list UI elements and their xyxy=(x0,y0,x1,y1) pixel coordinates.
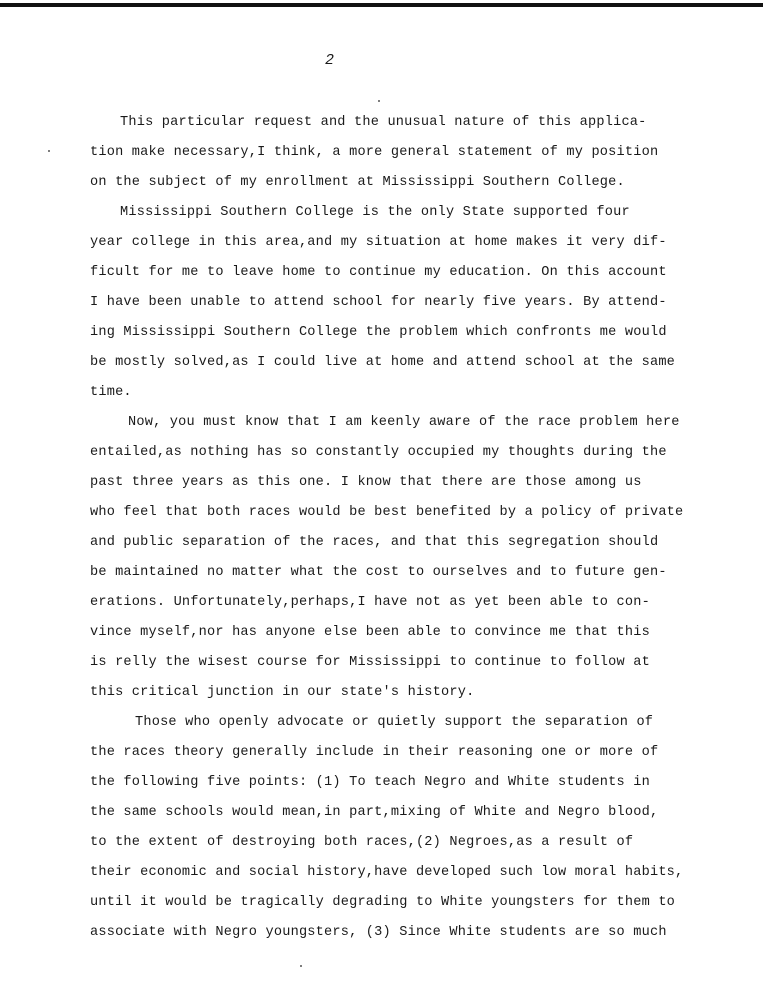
text-line: ficult for me to leave home to continue my education. On this account xyxy=(90,265,667,280)
text-line: who feel that both races would be best benefited by a policy of private xyxy=(90,505,684,520)
text-line: vince myself,nor has anyone else been able to convince me that this xyxy=(90,625,650,640)
text-line: Now, you must know that I am keenly aware of the race problem here xyxy=(128,415,680,430)
text-line: tion make necessary,I think, a more general statement of my position xyxy=(90,145,659,160)
text-line: I have been unable to attend school for nearly five years. By attend- xyxy=(90,295,667,310)
top-border-rule xyxy=(0,3,763,7)
text-line: associate with Negro youngsters, (3) Since White students are so much xyxy=(90,925,667,940)
text-line: to the extent of destroying both races,(2) Negroes,as a result of xyxy=(90,835,634,850)
text-line: until it would be tragically degrading to White youngsters for them to xyxy=(90,895,676,910)
text-line: is relly the wisest course for Mississippi to continue to follow at xyxy=(90,655,650,670)
text-line: time. xyxy=(90,385,132,400)
text-line: their economic and social history,have developed such low moral habits, xyxy=(90,865,684,880)
text-line: the following five points: (1) To teach Negro and White students in xyxy=(90,775,650,790)
text-line: This particular request and the unusual nature of this applica- xyxy=(120,115,647,130)
text-line: Those who openly advocate or quietly support the separation of xyxy=(135,715,654,730)
text-line: entailed,as nothing has so constantly occupied my thoughts during the xyxy=(90,445,667,460)
text-line: the same schools would mean,in part,mixing of White and Negro blood, xyxy=(90,805,659,820)
scan-speck xyxy=(300,965,302,967)
text-line: and public separation of the races, and that this segregation should xyxy=(90,535,659,550)
text-line: erations. Unfortunately,perhaps,I have not as yet been able to con- xyxy=(90,595,650,610)
text-line: the races theory generally include in their reasoning one or more of xyxy=(90,745,659,760)
text-line: be mostly solved,as I could live at home and attend school at the same xyxy=(90,355,676,370)
text-line: ing Mississippi Southern College the problem which confronts me would xyxy=(90,325,667,340)
text-line: past three years as this one. I know that there are those among us xyxy=(90,475,642,490)
text-line: year college in this area,and my situation at home makes it very dif- xyxy=(90,235,667,250)
scan-speck xyxy=(378,100,380,102)
text-line: this critical junction in our state's history. xyxy=(90,685,475,700)
text-line: Mississippi Southern College is the only State supported four xyxy=(120,205,630,220)
text-line: on the subject of my enrollment at Mississippi Southern College. xyxy=(90,175,625,190)
scan-speck xyxy=(48,150,50,152)
text-line: be maintained no matter what the cost to ourselves and to future gen- xyxy=(90,565,667,580)
page-number: 2 xyxy=(325,52,335,69)
